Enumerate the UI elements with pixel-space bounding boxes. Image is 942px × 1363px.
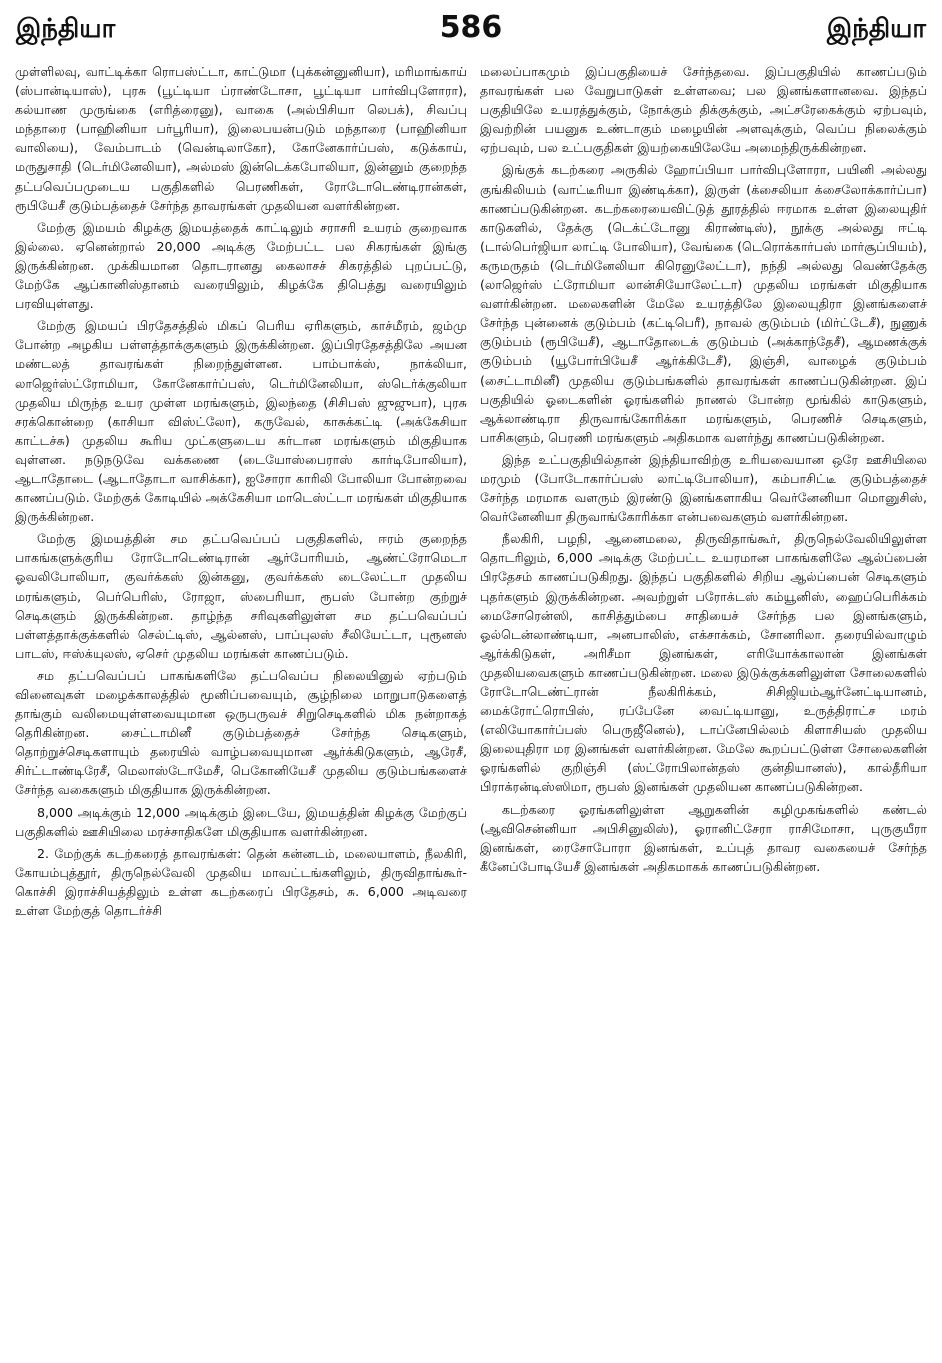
page-number: 586 bbox=[439, 10, 503, 45]
paragraph: மேற்கு இமயத்தின் சம தட்பவெப்பப் பகுதிகளில், ஈரம் குறைந்த பாகங்களுக்குரிய ரோடோடெண்டிரான் ஆர்போரியம், ஆண்ட்ரோமெடா ஓவலிபோலியா, குவர்க்கஸ் இன்கனு, குவர்க்கஸ் டைலேட்டா முதலிய மரங்களும், பெர்பெரிஸ், ரோஜா, ஸ்பைரியா, ரூபஸ் போன்ற குற்றுச் செடிகளும் இருக்கின்றன. தாழ்ந்த சரிவுகளிலுள்ள சம தட்பவெப்பப் பள்ளத்தாக்குக்களில் செல்ட்டிஸ், ஆல்னஸ், பாப்புலஸ் சீலியேட்டா, புரூனஸ் பாடஸ், ஈஸ்க்யுலஸ், ஏசெர் முதலிய மரங்கள் காணப்படும். bbox=[15, 531, 467, 661]
paragraph: இந்த உட்பகுதியில்தான் இந்தியாவிற்கு உரியவையான ஒரே ஊசியிலை மரமும் (போடோகார்ப்பஸ் லாட்டிபோலியா), கம்பாசிட்டீ குடும்பத்தைச் சேர்ந்த மரமாக வளரும் இரண்டு இனங்களாகிய வெர்னேனியா மொனுசிஸ், வெர்னேனியா திருவாங்கோரிக்கா என்பவைகளும் வளர்கின்றன. bbox=[480, 451, 927, 525]
paragraph: இங்குக் கடற்கரை அருகில் ஹோப்பியா பார்விபுளோரா, பயினி அல்லது குங்கிலியம் (வாட்டீரியா இண்டிக்கா), இருள் (க்சைலியா க்சைலோக்கார்ப்பா) காணப்படுகின்றன. கடற்கரையைவிட்டுத் தூரத்தில் ஈரமாக உள்ள இலையுதிர் காடுகளில், தேக்கு (டெக்ட்டோனு கிராண்டிஸ்), நூக்கு அல்லது ஈட்டி (டால்பெர்ஜியா லாட்டி போலியா), வேங்கை (டெரொக்கார்பஸ் மார்சூப்பியம்), கருமருதம் (டெர்மினேலியா கிரெனுலேட்டா), நந்தி அல்லது வெண்தேக்கு (லாஜெர்ஸ் ட்ரோமியா லான்சியோலேட்டா) முதலிய மரங்கள் மிகுதியாக வளர்கின்றன. மலைகளின் மேலே உயரத்திலே இலையுதிரா இனங்களைச் சேர்ந்த புன்னைக் குடும்பம் (கட்டிபெரீ), நாவல் குடும்பம் (மிர்ட்டேசீ), நுணுக் குடும்பம் (ரூபியேசீ), ஆடாதோடைக் குடும்பம் (அக்காந்தேசீ), ஆமணக்குக் குடும்பம் (யூபோர்பியேசீ ஆர்க்கிடேசீ), இஞ்சி, வாழைக் குடும்பம் (சைட்டாமினீ) முதலிய குடும்பங்களில் தாவரங்கள் காணப்படுகின்றன. இப் பகுதியில் ஓடைகளின் ஓரங்களில் நாணல் போன்ற மூங்கில் காடுகளும், ஆக்லாண்டிரா திருவாங்கோரிக்கா மரங்களும், பெரணிச் செடிகளும், பாசிகளும், பெரணி மரங்களும் அதிகமாக வளர்ந்து காணப்படுகின்றன. bbox=[480, 162, 927, 445]
paragraph: சம தட்பவெப்பப் பாகங்களிலே தட்பவெப்ப நிலையினுல் ஏற்படும் வினைவுகள் மழைக்காலத்தில் மூனிப்பவையும், சூழ்நிலை மாறுபாடுகளைத் தாங்கும் வலிமையுள்ளவையுமான ஒருபருவச் சிறுசெடிகளில் மிக நன்றாகத் தெரிகின்றன. சைட்டாமினீ குடும்பத்தைச் சேர்ந்த செடிகளும், தொற்றுச்செடிகளாயும் தரையில் வாழ்பவையுமான ஆர்க்கிடுகளும், ஆரேசீ, சிர்ட்டாண்டிரேசீ, மெலாஸ்டோமேசீ, பெகோனியேசீ முதலிய குடும்பங்களைச் சேர்ந்த வகைகளும் மிகுதியாக இருக்கின்றன. bbox=[15, 667, 467, 798]
right-column bbox=[480, 62, 927, 1358]
paragraph: நீலகிரி, பழநி, ஆனைமலை, திருவிதாங்கூர், திருநெல்வேலியிலுள்ள தொடரிலும், 6,000 அடிக்கு மேற்பட்ட உயரமான பாகங்களிலே ஆல்ப்பைன் பிரதேசம் காணப்படுகிறது. இந்தப் பகுதிகளில் சிறிய ஆல்ப்பைன் செடிகளும் புதர்களும் இருக்கின்றன. அவற்றுள் பரோக்டஸ் கம்யூனிஸ், ஹைப்பெரிக்கம் மைசோரென்ஸி, காசித்தும்பை சாதியைச் சேர்ந்த பல இனங்களும், ஓல்டென்லாண்டியா, அனபாலிஸ், எக்சாக்கம், சோனரிலா. தரையில்வாழும் ஆர்க்கிடுகள், அரிசீமா இனங்கள், எரியோக்காலான் இனங்கள் முதலியவைகளும் காணப்படுகின்றன. மலை இடுக்குக்களிலுள்ள சோலைகளில் ரோடோடெண்ட்ரான் நீலகிரிக்கம், சிசிஜியம்ஆர்னேட்டியானம், மைக்ரோட்ரொபிஸ், ரப்பேனே வைட்டியானு, உருத்திராட்ச மரம் (எலியோகார்ப்பஸ் பெருஜீனெல்), டாப்னேபில்லம் கிளாசியஸ் முதலிய இலையுதிரா மர இனங்கள் வளர்கின்றன. மேலே கூறப்பட்டுள்ள சோலைகளின் ஓரங்களில் குறிஞ்சி (ஸ்ட்ரோபிலான்தஸ் குன்தியானஸ்), கால்தீரியா பிராக்ரன்டிஸ்ஸிமா, ரூபஸ் இனங்கள் முதலியன காணப்படுகின்றன. bbox=[480, 531, 927, 795]
paragraph: 8,000 அடிக்கும் 12,000 அடிக்கும் இடையே, இமயத்தின் கிழக்கு மேற்குப் பகுதிகளில் ஊசியிலை மரச்சாதிகளே மிகுதியாக வளர்கின்றன. bbox=[15, 804, 467, 839]
running-head-right: இந்தியா bbox=[826, 14, 926, 44]
running-head-left: இந்தியா bbox=[16, 14, 116, 44]
paragraph: மலைப்பாகமும் இப்பகுதியைச் சேர்ந்தவை. இப்பகுதியில் காணப்படும் தாவரங்கள் பல வேறுபாடுகள் உள்ளவை; பல இனங்களானவை. இந்தப் பகுதியிலே உயரத்துக்கும், நோக்கும் திக்குக்கும், அட்சரேகைக்கும் ஏற்பவும், இவற்றின் பயனுக உண்டாகும் மழையின் அளவுக்கும், வெப்ப நிலைக்கும் ஏற்பவும், பல உட்பகுதிகள் இயற்கையிலேயே அமைந்திருக்கின்றன. bbox=[480, 64, 927, 156]
paragraph: மேற்கு இமயம் கிழக்கு இமயத்தைக் காட்டிலும் சராசரி உயரம் குறைவாக இல்லை. ஏனென்றால் 20,000 அடிக்கு மேற்பட்ட பல சிகரங்கள் இங்கு இருக்கின்றன. முக்கியமான தொடரானது கைலாசச் சிகரத்தில் புறப்பட்டு, மேற்கே ஆப்கானிஸ்தானம் வரையிலும், கிழக்கே திபெத்து வரையிலும் பரவியுள்ளது. bbox=[15, 219, 467, 312]
paragraph: மேற்கு இமயப் பிரதேசத்தில் மிகப் பெரிய ஏரிகளும், காச்மீரம், ஜம்மு போன்ற அழகிய பள்ளத்தாக்குகளும் இருக்கின்றன. இப்பிரதேசத்திலே அயன மண்டலத் தாவரங்கள் நிறைந்துள்ளன. பாம்பாக்ஸ், நாக்லியா, லாஜெர்ஸ்ட்ரோமியா, கோனேகார்ப்பஸ், டெர்மினேலியா, ஸ்டெர்க்குலியா முதலிய மிருந்த உயர முள்ள மரங்களும், இலந்தை (சிசிபஸ் ஜுஜுபா), புரசு சரக்கொன்றை (காசியா விஸ்ட்லோ), கருவேல், காசுக்கட்டி (அக்கேசியா காட்டச்சு) முதலிய கூரிய முட்களுடைய கர்டான மரங்களும் மிகுதியாக வுள்ளன. நடுநடுவே வக்கணை (டையோஸ்பைராஸ் கார்டிபோலியா), ஆடாதோடை (ஆடாதோடா வாசிக்கா), ஐசோரா காரிலி போலியா போன்றவை காணப்படும். மேற்குக் கோடியில் அக்கேசியா மாடெஸ்ட்டா மரங்கள் மிகுதியாக இருக்கின்றன. bbox=[15, 318, 467, 525]
page-header bbox=[0, 0, 942, 52]
section-paragraph: 2. மேற்குக் கடற்கரைத் தாவரங்கள்: தென் கன்னடம், மலையாளம், நீலகிரி, கோயம்புத்தூர், திருநெல்வேலி முதலிய மாவட்டங்களிலும், திருவிதாங்கூர்-கொச்சி இராச்சியத்திலும் உள்ள கடற்கரைப் பிரதேசம், சு. 6,000 அடிவரை உள்ள மேற்குத் தொடர்ச்சி bbox=[15, 845, 467, 919]
left-column bbox=[15, 62, 467, 1358]
paragraph: கடற்கரை ஓரங்களிலுள்ள ஆறுகளின் கழிமுகங்களில் கண்டல் (ஆவிசென்னியா அபிசினுலிஸ்), ஓரானிட்சேரா ராசிமோசா, புருகுயீரா இனங்கள், ரைசோபோரா இனங்கள், உப்புத் தாவர வகையைச் சேர்ந்த கீனேப்போடியேசீ இனங்கள் அதிகமாகக் காணப்படுகின்றன. bbox=[480, 801, 927, 874]
paragraph: முள்ளிலவு, வாட்டிக்கா ரொபஸ்ட்டா, காட்டுமா (புக்கன்னுனியா), மரிமாங்காய் (ஸ்பான்டியாஸ்), புரசு (பூட்டியா ப்ராண்டோசா, பூட்டியா பார்விபுளோரா), கல்யாண முருங்கை (எரித்ரைனு), வாகை (அல்பிசியா லெபக்), சிவப்பு மந்தாரை (பாஹினியா பர்பூரியா), இலைபயன்படும் மந்தாரை (பாஹினியா வாலியை), வேம்பாடம் (வென்டிலாகோ), கோனேகார்ப்பஸ், கடுக்காய், மருதுசாதி (டெர்மினேலியா), அல்மஸ் இன்டெக்கபோலியா, இன்னும் குறைந்த தட்பவெப்பமுடைய பகுதிகளில் பெரணிகள், ரோடோடெண்டிரான்கள், ரூபியேசீ குடும்பத்தைச் சேர்ந்த தாவரங்கள் முதலியன வளர்கின்றன. bbox=[15, 64, 467, 213]
